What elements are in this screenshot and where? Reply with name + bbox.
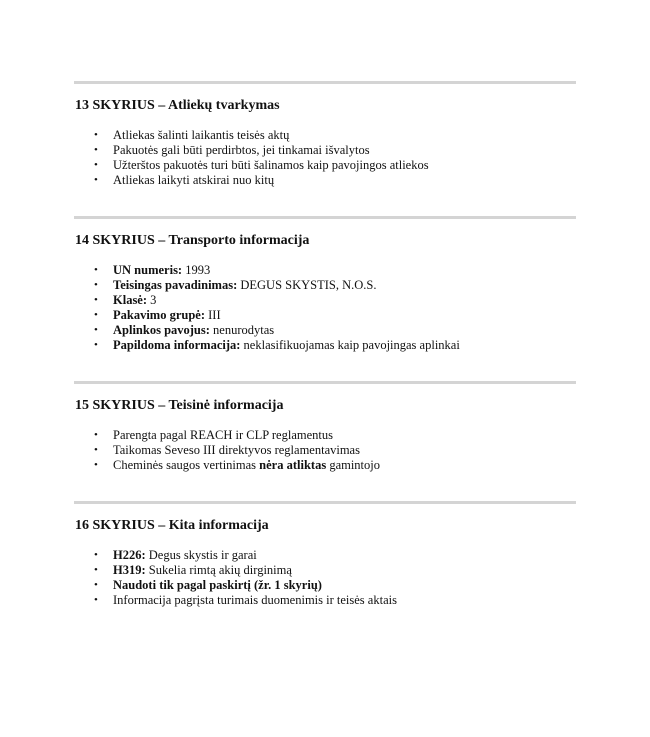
bullet-icon: • — [94, 174, 98, 186]
section-heading: 16 SKYRIUS – Kita informacija — [75, 518, 269, 533]
list-item: • Aplinkos pavojus: nenurodytas — [94, 323, 275, 337]
list-item: • Pakavimo grupė: III — [94, 308, 221, 322]
bullet-icon: • — [94, 429, 98, 441]
list-item: • UN numeris: 1993 — [94, 263, 211, 277]
section-heading: 14 SKYRIUS – Transporto informacija — [75, 233, 310, 248]
list-item: • Klasė: 3 — [94, 293, 157, 307]
bullet-icon: • — [94, 549, 98, 561]
bullet-icon: • — [94, 324, 98, 336]
list-item: • Naudoti tik pagal paskirtį (žr. 1 skyrių) — [94, 578, 322, 592]
bullet-icon: • — [94, 279, 98, 291]
list-item: • Teisingas pavadinimas: DEGUS SKYSTIS, N.O.S. — [94, 278, 377, 292]
bullet-icon: • — [94, 309, 98, 321]
section-divider — [74, 216, 576, 219]
section-divider — [74, 501, 576, 504]
section-heading: 15 SKYRIUS – Teisinė informacija — [75, 398, 284, 413]
list-item: • Atliekas laikyti atskirai nuo kitų — [94, 173, 275, 187]
bullet-icon: • — [94, 264, 98, 276]
bullet-icon: • — [94, 129, 98, 141]
list-item: • Informacija pagrįsta turimais duomenimis ir teisės aktais — [94, 593, 397, 607]
section-13 — [74, 81, 576, 187]
bullet-icon: • — [94, 579, 98, 591]
list-item: • Užterštos pakuotės turi būti šalinamos kaip pavojingos atliekos — [94, 158, 429, 172]
section-divider — [74, 81, 576, 84]
bullet-icon: • — [94, 159, 98, 171]
bullet-icon: • — [94, 294, 98, 306]
section-15 — [74, 381, 576, 472]
list-item: • Cheminės saugos vertinimas nėra atliktas gamintojo — [94, 458, 381, 472]
list-item: • Parengta pagal REACH ir CLP reglamentus — [94, 428, 333, 442]
section-14 — [74, 216, 576, 352]
list-item: • Atliekas šalinti laikantis teisės aktų — [94, 128, 290, 142]
bullet-icon: • — [94, 444, 98, 456]
list-item: • Pakuotės gali būti perdirbtos, jei tinkamai išvalytos — [94, 143, 370, 157]
list-item: • H226: Degus skystis ir garai — [94, 548, 257, 562]
section-16 — [74, 501, 576, 607]
section-list — [94, 263, 564, 353]
section-heading: 13 SKYRIUS – Atliekų tvarkymas — [75, 98, 280, 113]
bullet-icon: • — [94, 594, 98, 606]
list-item: • Papildoma informacija: neklasifikuojamas kaip pavojingas aplinkai — [94, 338, 460, 352]
bullet-icon: • — [94, 144, 98, 156]
section-divider — [74, 381, 576, 384]
list-item: • Taikomas Seveso III direktyvos reglamentavimas — [94, 443, 360, 457]
section-list — [94, 428, 564, 473]
bullet-icon: • — [94, 459, 98, 471]
bullet-icon: • — [94, 339, 98, 351]
list-item: • H319: Sukelia rimtą akių dirginimą — [94, 563, 292, 577]
section-list — [94, 128, 564, 188]
section-list — [94, 548, 564, 608]
bullet-icon: • — [94, 564, 98, 576]
